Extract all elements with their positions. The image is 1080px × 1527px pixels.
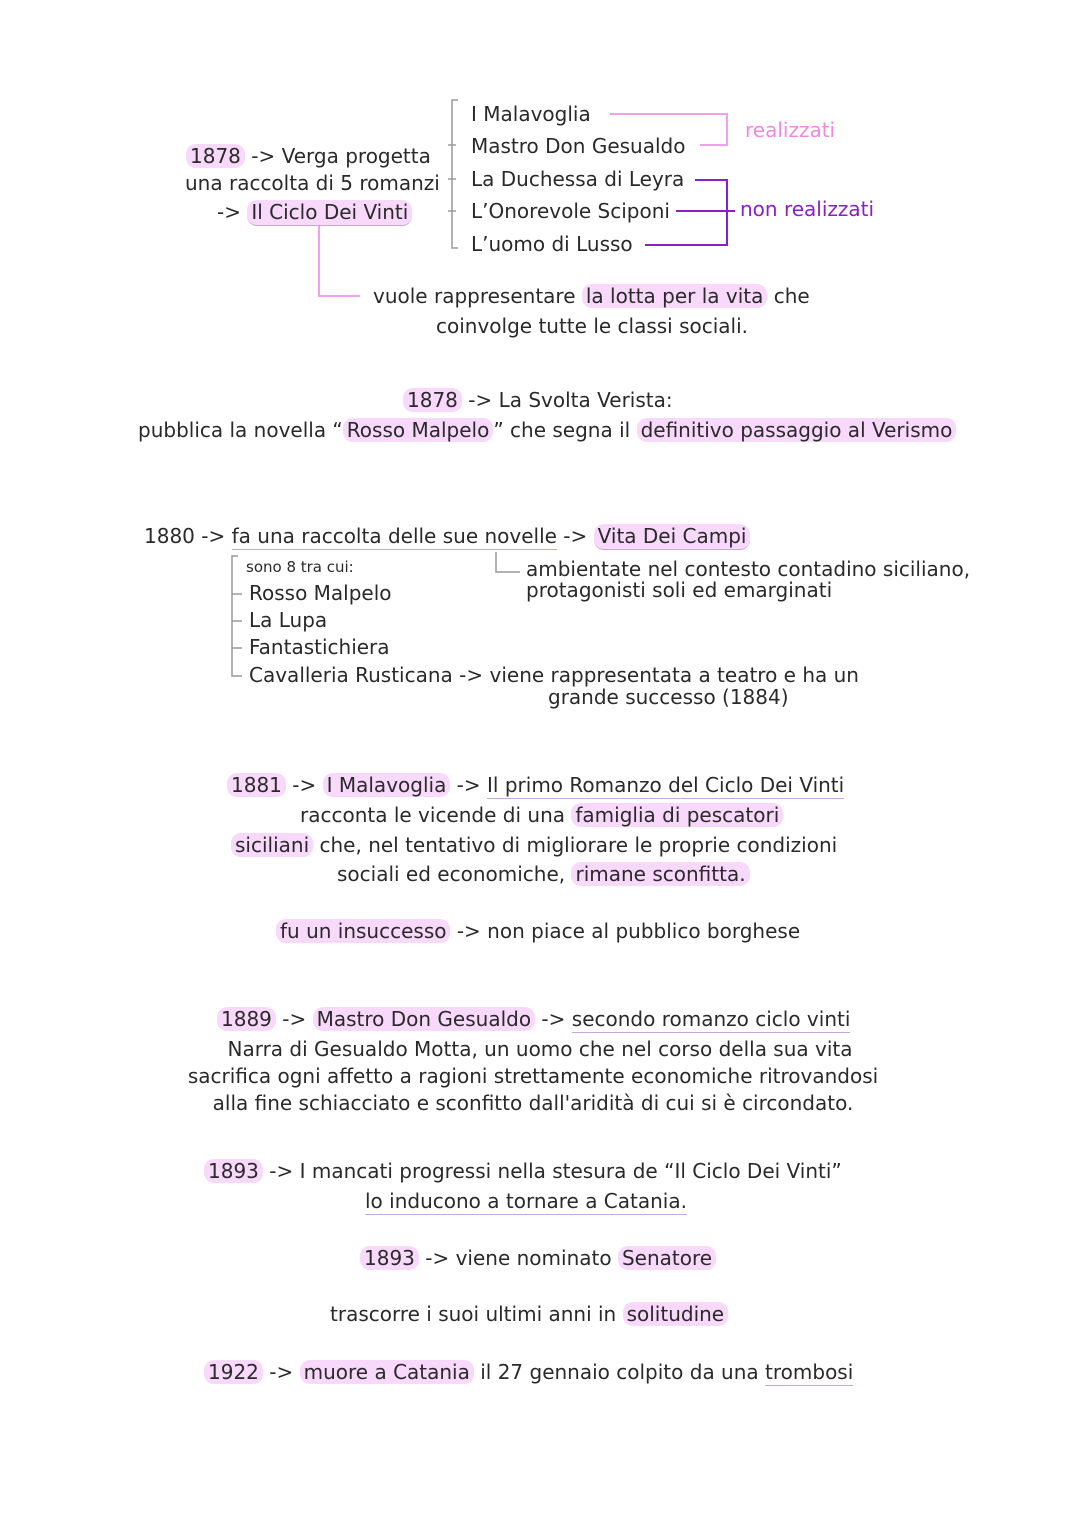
campi-item: Rosso Malpelo xyxy=(249,581,392,605)
svolta-text-b: ” che segna il xyxy=(493,418,637,442)
campi-arrow2: -> xyxy=(556,524,594,548)
novel-item: La Duchessa di Leyra xyxy=(471,167,685,191)
gesualdo-line4-wrap xyxy=(0,1089,1066,1117)
campi-desc-connector xyxy=(496,552,520,572)
insuccesso-text: -> non piace al pubblico borghese xyxy=(450,919,801,943)
novel-item: L’uomo di Lusso xyxy=(471,232,633,256)
campi-line1 xyxy=(144,522,750,550)
malavoglia-title: I Malavoglia xyxy=(323,773,451,797)
ciclo-desc-line2: coinvolge tutte le classi sociali. xyxy=(436,314,749,338)
malavoglia-arrow2: -> xyxy=(450,773,488,797)
malavoglia-text-c: sociali ed economiche, xyxy=(337,862,572,886)
svolta-title: -> La Svolta Verista: xyxy=(461,388,673,412)
malavoglia-line2 xyxy=(300,801,783,829)
novels-bracket xyxy=(452,100,458,248)
malavoglia-text-a: racconta le vicende di una xyxy=(300,803,572,827)
ciclo-desc-b: che xyxy=(767,284,810,308)
gesualdo-line4: alla fine schiacciato e sconfitto dall'aridità di cui si è circondato. xyxy=(212,1091,854,1115)
morte-text: il 27 gennaio colpito da una xyxy=(473,1360,766,1384)
catania-line1 xyxy=(204,1157,842,1185)
solitudine-line xyxy=(330,1300,728,1328)
gesualdo-title: Mastro Don Gesualdo xyxy=(313,1007,535,1031)
ciclo-line1-text: -> Verga progetta xyxy=(244,144,431,168)
gesualdo-secondo: secondo romanzo ciclo vinti xyxy=(571,1007,851,1031)
malavoglia-line4 xyxy=(337,860,750,888)
non-realizzati-label: non realizzati xyxy=(740,197,875,221)
gesualdo-line2-wrap xyxy=(0,1035,1080,1063)
svolta-year: 1878 xyxy=(403,388,462,412)
campi-item: Fantastichiera xyxy=(249,635,390,659)
gesualdo-year: 1889 xyxy=(217,1007,276,1031)
insuccesso-line xyxy=(276,917,800,945)
campi-year: 1880 xyxy=(144,524,195,548)
realizzati-label: realizzati xyxy=(745,118,836,142)
ciclo-year: 1878 xyxy=(186,144,245,168)
lotta-highlight: la lotta per la vita xyxy=(582,284,768,308)
morte-arrow: -> xyxy=(262,1360,300,1384)
campi-title: Vita Dei Campi xyxy=(594,524,751,550)
malavoglia-arrow: -> xyxy=(285,773,323,797)
morte-year: 1922 xyxy=(204,1360,263,1384)
catania-line2 xyxy=(365,1187,687,1215)
ciclo-title: Il Ciclo Dei Vinti xyxy=(247,200,412,226)
campi-list-bracket xyxy=(232,556,242,676)
malavoglia-primo: Il primo Romanzo del Ciclo Dei Vinti xyxy=(487,773,845,797)
verismo-highlight: definitivo passaggio al Verismo xyxy=(637,418,957,442)
senatore-text: -> viene nominato xyxy=(418,1246,618,1270)
ciclo-line1 xyxy=(186,142,431,170)
catania-year: 1893 xyxy=(204,1159,263,1183)
solitudine-text: trascorre i suoi ultimi anni in xyxy=(330,1302,623,1326)
svolta-line1 xyxy=(403,386,673,414)
gesualdo-line3-wrap xyxy=(0,1062,1066,1090)
insuccesso-highlight: fu un insuccesso xyxy=(276,919,450,943)
ciclo-desc-line1 xyxy=(373,282,810,310)
ciclo-desc-a: vuole rappresentare xyxy=(373,284,582,308)
gesualdo-line3: sacrifica ogni affetto a ragioni strettamente economiche ritrovandosi xyxy=(187,1064,879,1088)
famiglia-highlight: famiglia di pescatori xyxy=(571,803,783,827)
cavalleria-title: Cavalleria Rusticana xyxy=(249,663,453,687)
campi-count: sono 8 tra cui: xyxy=(246,558,354,576)
morte-highlight: muore a Catania xyxy=(300,1360,474,1384)
gesualdo-line1 xyxy=(217,1005,850,1033)
senatore-line xyxy=(360,1244,716,1272)
catania-text: -> I mancati progressi nella stesura de “Il Ciclo Dei Vinti” xyxy=(262,1159,842,1183)
trombosi-text: trombosi xyxy=(765,1360,854,1384)
malavoglia-line1 xyxy=(227,771,844,799)
catania-text2: lo inducono a tornare a Catania. xyxy=(365,1189,687,1213)
malavoglia-year: 1881 xyxy=(227,773,286,797)
senatore-highlight: Senatore xyxy=(618,1246,716,1270)
campi-desc2: protagonisti soli ed emarginati xyxy=(526,578,833,602)
malavoglia-text-b: che, nel tentativo di migliorare le proprie condizioni xyxy=(313,833,838,857)
svolta-line2 xyxy=(138,416,956,444)
campi-item: La Lupa xyxy=(249,608,328,632)
ciclo-connector xyxy=(319,222,360,296)
gesualdo-arrow: -> xyxy=(275,1007,313,1031)
morte-line xyxy=(204,1358,853,1386)
solitudine-highlight: solitudine xyxy=(623,1302,729,1326)
cavalleria-note2: grande successo (1884) xyxy=(548,685,789,709)
senatore-year: 1893 xyxy=(360,1246,419,1270)
novel-item: L’Onorevole Sciponi xyxy=(471,199,670,223)
sconfitta-highlight: rimane sconfitta. xyxy=(571,862,749,886)
rosso-malpelo-highlight: Rosso Malpelo xyxy=(343,418,494,442)
ciclo-arrow: -> xyxy=(217,200,248,224)
ciclo-line2: una raccolta di 5 romanzi xyxy=(185,171,440,195)
campi-arrow: -> xyxy=(194,524,232,548)
campi-desc1: ambientate nel contesto contadino siciliano, xyxy=(526,557,971,581)
campi-text: fa una raccolta delle sue novelle xyxy=(231,524,557,548)
novel-item: Mastro Don Gesualdo xyxy=(471,134,686,158)
siciliani-highlight: siciliani xyxy=(231,833,313,857)
ciclo-line3 xyxy=(217,198,412,226)
malavoglia-line3 xyxy=(231,831,837,859)
gesualdo-arrow2: -> xyxy=(535,1007,572,1031)
gesualdo-line2: Narra di Gesualdo Motta, un uomo che nel corso della sua vita xyxy=(227,1037,853,1061)
svolta-text-a: pubblica la novella “ xyxy=(138,418,343,442)
novel-item: I Malavoglia xyxy=(471,102,591,126)
cavalleria-note: -> viene rappresentata a teatro e ha un xyxy=(452,663,859,687)
